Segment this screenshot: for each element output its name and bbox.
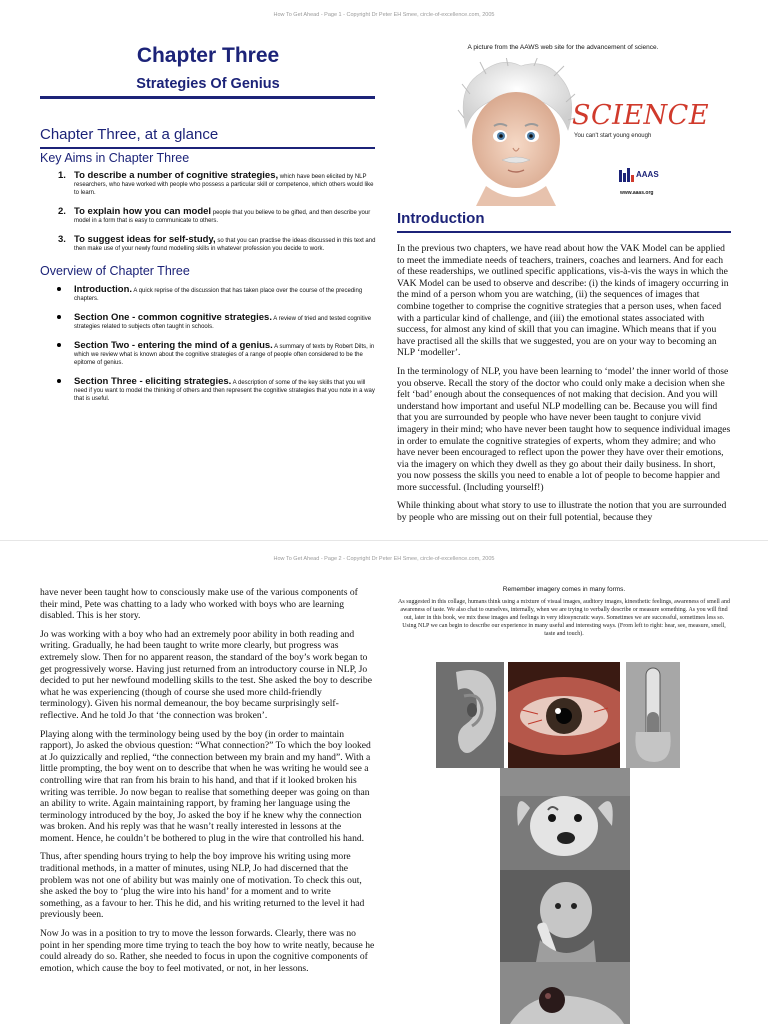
key-aims-list [54,170,376,262]
list-item: 1. To describe a number of cognitive strategies, which have been elicited by NLP researchers, who have worked with people who possess a particular skill or competence, which others would like to learn. [58,170,374,196]
aaas-logo-text: AAAS [636,170,659,179]
page-header: How To Get Ahead - Page 1 - Copyright Dr Peter EH Smee, circle-of-excellence.com, 2005 [273,12,495,18]
list-item: Section Two - entering the mind of a genius. A summary of texts by Robert Dilts, in which we review what is known about the cognitive strategies of a range of people often considered to be the epitome of genius. [56,340,376,367]
collage-description: As suggested in this collage, humans think using a mixture of visual images, auditory images, kinesthetic feelings, awareness of smell and awareness of taste. We also chat to ourselves, internally, when we are trying to verbally describe or measure something. As you will find out, later in this book, we mix these images and feelings in very idiosyncratic ways. Sometimes we are successful, sometimes less so. Using NLP we can begin to describe our experience in many useful and interesting ways. (From left to right: hear, see, measure, smell, taste and touch). [398,599,730,637]
dog-photo [500,768,630,870]
chapter-title: Chapter Three [136,44,280,67]
key-aims-heading: Key Aims in Chapter Three [40,151,190,165]
list-item: Introduction. A quick reprise of the discussion that has taken place over the course of the preceding chapters. [56,284,376,303]
collage-title: Remember imagery comes in many forms. [502,586,626,593]
aaas-url: www.aaas.org [620,190,654,196]
overview-list [56,284,376,412]
page-separator [0,540,768,546]
paragraph: Jo was working with a boy who had an extremely poor ability in both reading and writing. Gradually, he had been taught to write more clearly, but progress was extremely slow. Then for no apparent reason, the standard of the boy’s work began to get progressively worse. Having just returned from an introductory course in NLP, Jo decided to put her newfound modelling skills to the test. She asked the boy to describe what he was experiencing (though of course she used more child-friendly terminology). Given his normal demeanour, the boy became surprisingly self-reflective. And he told Jo that ‘the connection was broken’. [40,628,372,721]
eye-photo [508,662,620,768]
baby-photo [456,58,576,206]
list-item: 2. To explain how you can model people that you believe to be gifted, and then describe your model in a form that is easy to communicate to others. [58,206,371,224]
overview-heading: Overview of Chapter Three [40,264,190,278]
image-caption: A picture from the AAWS web site for the advancement of science. [467,44,659,51]
paragraph: Now Jo was in a position to try to move the lesson forwards. Clearly, there was no point in her spending more time trying to teach the boy how to write neatly, because he could already do so. Rather, she needed to focus in upon the cognitive components of emotion, which cause the boy to feel motivated, or not, in her lessons. [40,928,375,974]
paragraph: In the terminology of NLP, you have been learning to ‘model’ the inner world of those you observe. Recall the story of the doctor who could only make a decision when she felt ‘bad’ enough about the consequences of not making that decision. And you will understand how important and useful NLP modelling can be. Because you will find that you are surrounded by people who have never been taught to conjure vivid imagery in their mind; who have never been taught how to sequence individual images in order to emulate the cognitive strategies of experts, whom they admire; and who have never been encouraged to reflect upon the power they have over their emotions, via the imagery on which they dwell as they go about their daily business. In short, you now possess the skills you need to enable a lot of people to become happier and more successful. (Including yourself!) [397,365,731,493]
chapter-subtitle: Strategies Of Genius [136,76,280,92]
list-item: Section Three - eliciting strategies. A description of some of the key skills that you will need if you want to model the thinking of others and then represent the cognitive strategies that you note in a way that is useful. [56,376,376,403]
paragraph: While thinking about what story to use to illustrate the notion that you are surrounded by people who are missing out on their full potential, because they [397,500,727,524]
page-header: How To Get Ahead - Page 2 - Copyright Dr Peter EH Smee, circle-of-excellence.com, 2005 [273,556,495,562]
intro-body [397,243,732,531]
intro-rule [397,231,731,233]
paragraph: have never been taught how to consciously make use of the various components of their mind, Pete was chatting to a lady who worked with boys who are learning disabled. This is her story. [40,587,358,622]
list-item: Section One - common cognitive strategies. A review of tried and tested cognitive strategies related to subjects often taught in schools. [56,312,376,331]
paragraph: In the previous two chapters, we have read about how the VAK Model can be applied to meet the immediate needs of teachers, trainers, coaches and learners. And for each of these readerships, we outlined specific applications, vis-à-vis the ways in which the VAK Model can be used to observe and describe: (i) the kinds of imagery occurring in the mind of a person whom you are watching, (ii) the sequences of images that combine together to comprise the cognitive strategies that a person uses, when faced with a particular kind of challenge, and (iii) the emotional states associated with success, for almost any kind of skill that you can imagine. Which means that if you have practised all the skills that we suggested, you are on your way to becoming an NLP ‘modeller’. [397,243,729,359]
hand-ball-photo [500,962,630,1024]
test-tube-photo [626,662,680,768]
glance-rule [40,147,375,149]
paragraph: Thus, after spending hours trying to help the boy improve his writing using more traditional methods, in a matter of minutes, using NLP, Jo had discerned that the problem was not one of ability but was mainly one of motivation. To check this out, she asked the boy to ‘plug the wire into his hand’ for a moment and to write something, as a favour to her. This he did, and his writing returned to the level it had previously been. [40,851,365,921]
intro-heading: Introduction [397,210,485,227]
page2-body [40,587,375,981]
baby-tube-photo [500,870,630,962]
paragraph: Playing along with the terminology being used by the boy (in order to maintain rapport), Jo asked the obvious question: “What connection?” To which the boy looked at Jo quizzically and replied, “the connection between my brain and my hand”. With a little prompting, the boy went on to describe that when he was writing he would see a controlling wire that ran from his brain to his hand, and that if it looked broken his writing was terrible. Jo now began to realise that something deeper was going on than an ability to write. Again maintaining rapport, by framing her language using the terminology introduced by the boy, Jo asked the boy if he knew why the connection was broken. And his reply was that he wasn’t really interested in lessons at the moment. Hence, he couldn’t be bothered to plug in the wire that controlled his hand. [40,728,371,844]
glance-heading: Chapter Three, at a glance [40,126,219,143]
list-item: 3. To suggest ideas for self-study, so that you can practise the ideas discussed in this text and then make use of your newly found modelling skills in whatever profession you decide to work. [58,234,376,252]
science-tagline: You can't start young enough [574,133,652,139]
science-wordmark: SCIENCE [572,100,710,131]
title-rule [40,96,375,99]
ear-photo [436,662,504,768]
